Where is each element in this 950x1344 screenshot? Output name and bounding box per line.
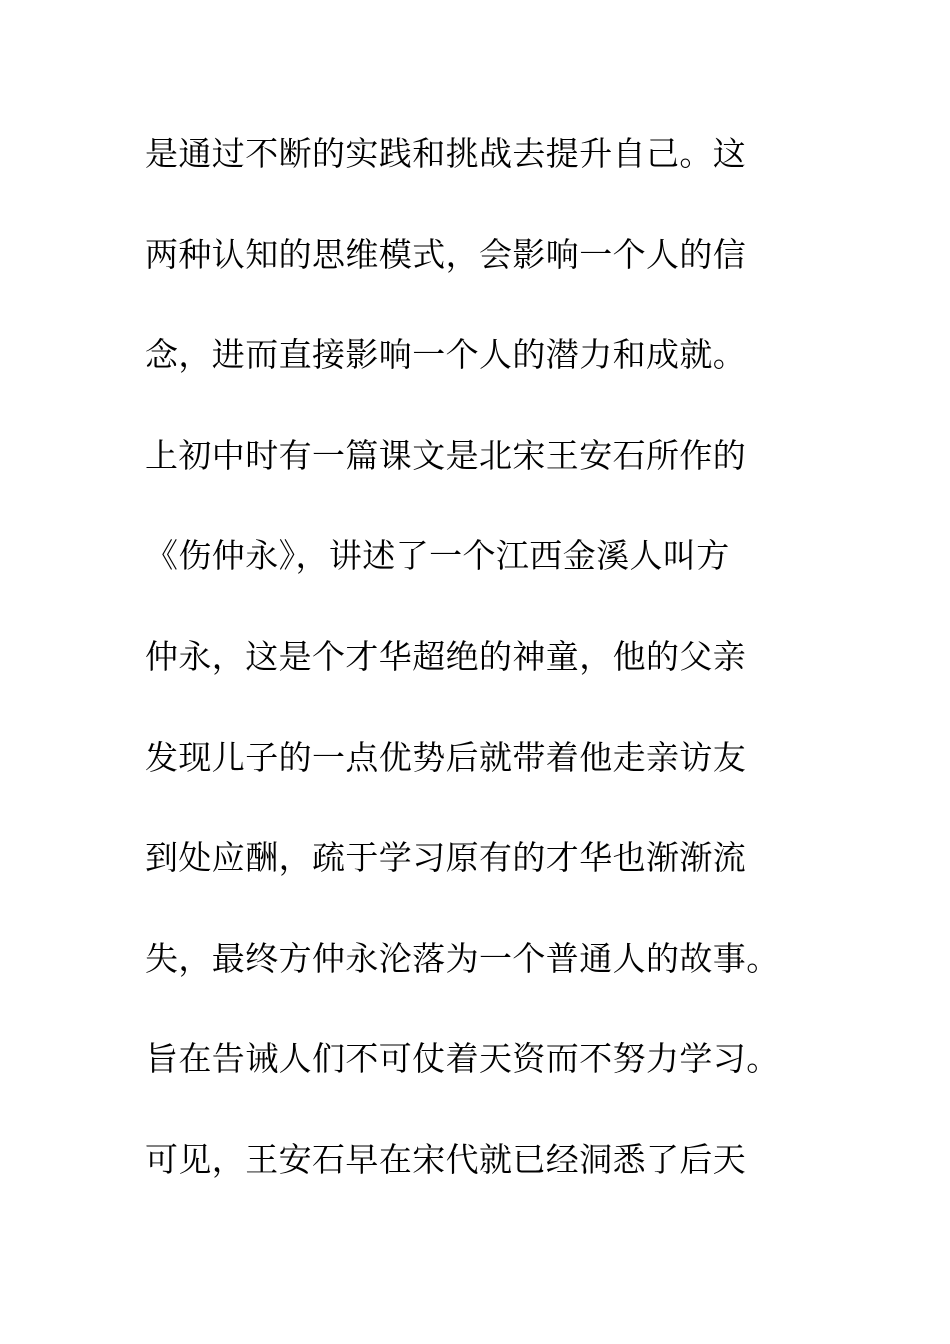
text-line-4: 上初中时有一篇课文是北宋王安石所作的 xyxy=(145,435,747,475)
text-line-8: 到处应酬，疏于学习原有的才华也渐渐流 xyxy=(145,838,747,878)
text-line-10: 旨在告诫人们不可仗着天资而不努力学习。 xyxy=(145,1039,780,1079)
body-text xyxy=(145,127,825,1234)
text-line-9: 失，最终方仲永沦落为一个普通人的故事。 xyxy=(145,938,780,978)
text-line-3: 念，进而直接影响一个人的潜力和成就。 xyxy=(145,335,747,375)
text-line-2: 两种认知的思维模式，会影响一个人的信 xyxy=(145,234,747,274)
text-line-7: 发现儿子的一点优势后就带着他走亲访友 xyxy=(145,737,747,777)
text-line-5: 《伤仲永》，讲述了一个江西金溪人叫方 xyxy=(145,536,730,576)
text-line-11: 可见，王安石早在宋代就已经洞悉了后天 xyxy=(145,1139,747,1179)
text-line-6: 仲永，这是个才华超绝的神童，他的父亲 xyxy=(145,636,747,676)
text-line-1: 是通过不断的实践和挑战去提升自己。这 xyxy=(145,134,747,173)
